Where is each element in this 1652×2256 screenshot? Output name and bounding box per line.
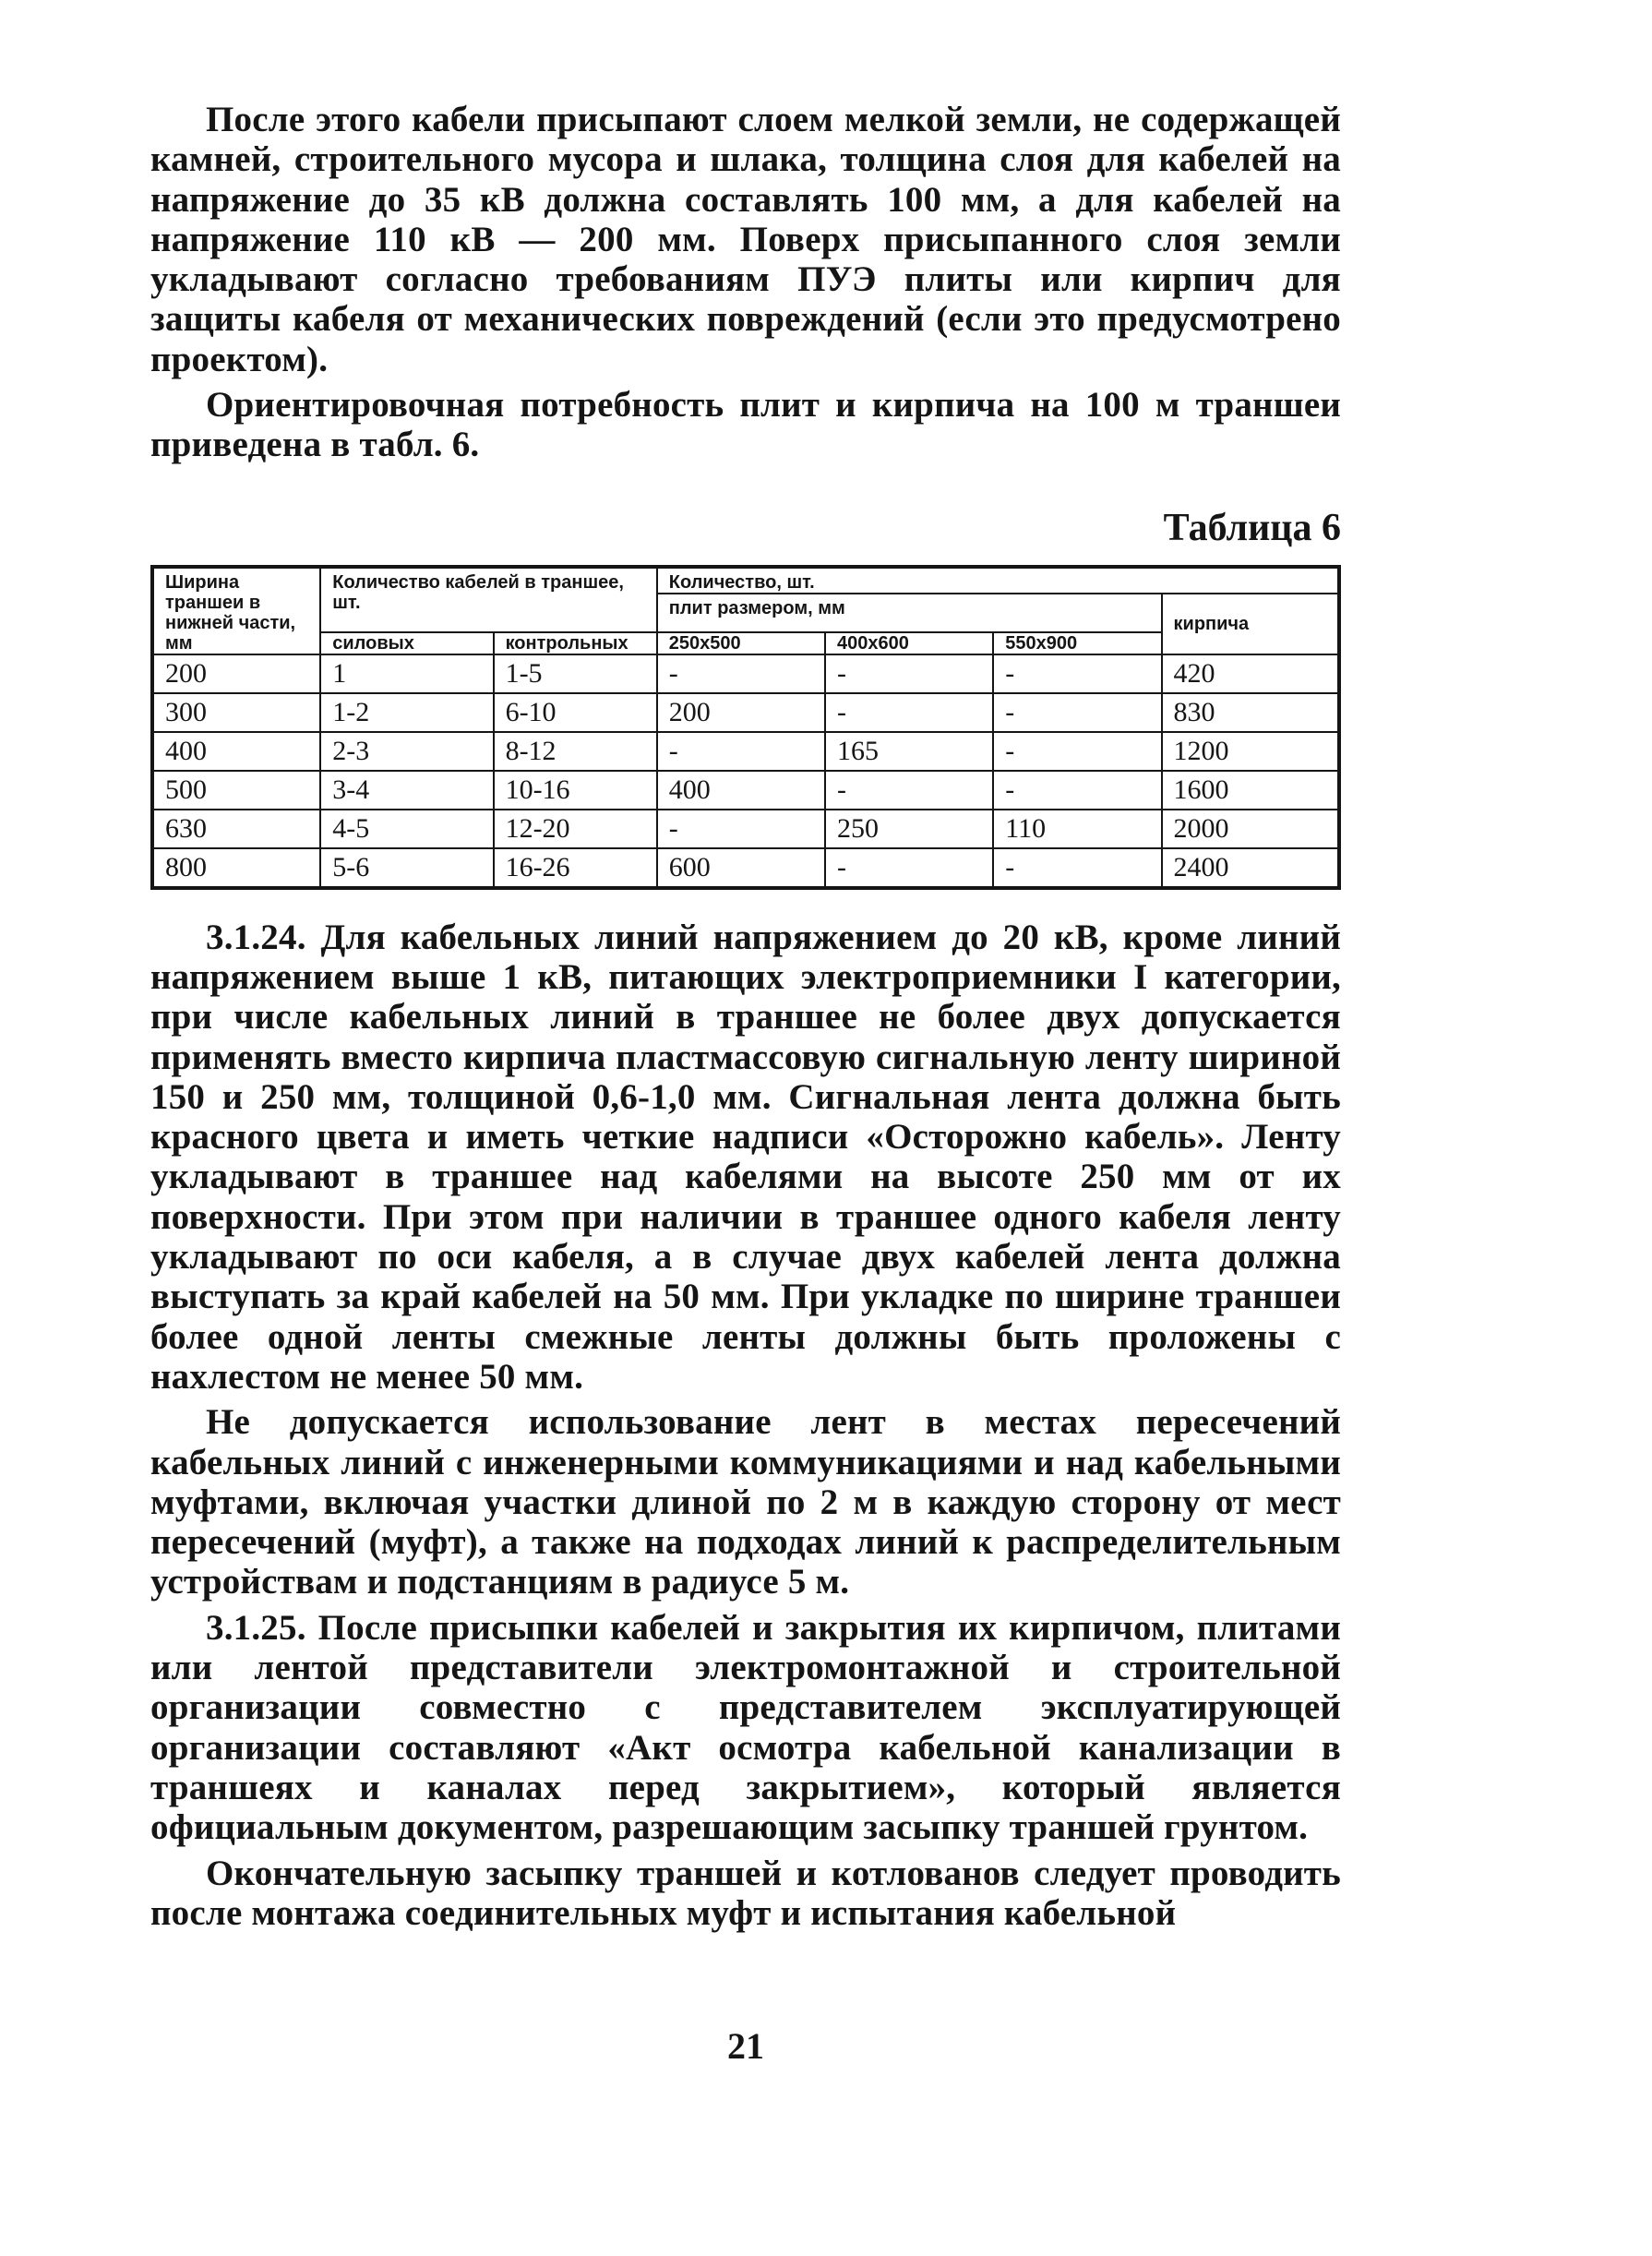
table-row	[152, 848, 1339, 888]
table-cell: 630	[152, 810, 320, 848]
paragraph-backfill: После этого кабели присыпают слоем мелкой земли, не содержащей камней, строительного мусора и шлака, толщина слоя для кабелей на напряжение до 35 кВ должна составлять 100 мм, а для кабелей на напряжение 110 кВ — 200 мм. Поверх присыпанного слоя земли укладывают согласно требованиям ПУЭ плиты или кирпич для защиты кабеля от механических повреждений (если это предусмотрено проектом).	[150, 100, 1341, 379]
header-cable-count: Количество кабелей в траншее, шт.	[320, 567, 657, 632]
paragraph-tape-restrictions: Не допускается использование лент в местах пересечений кабельных линий с инженерными коммуникациями и над кабельными муфтами, включая участки длиной по 2 м в каждую сторону от мест пересечений (муфт), а также на подходах линий к распределительным устройствам и подстанциям в радиусе 5 м.	[150, 1402, 1341, 1602]
table-cell: 300	[152, 693, 320, 732]
table-cell: 5-6	[320, 848, 493, 888]
table-cell: 1600	[1162, 771, 1339, 810]
table-cell: 2-3	[320, 732, 493, 771]
table-cell: 2400	[1162, 848, 1339, 888]
table-caption: Таблица 6	[1163, 506, 1341, 549]
paragraph-final-backfill: Окончательную засыпку траншей и котлованов следует проводить после монтажа соединительных муфт и испытания кабельной	[150, 1853, 1341, 1933]
header-control-cables: контрольных	[494, 632, 657, 654]
paragraph-3-1-24: 3.1.24. Для кабельных линий напряжением до 20 кВ, кроме линий напряжением выше 1 кВ, питающих электроприемники I категории, при числе кабельных линий в траншее не более двух допускается применять вместо кирпича пластмассовую сигнальную ленту шириной 150 и 250 мм, толщиной 0,6-1,0 мм. Сигнальная лента должна быть красного цвета и иметь четкие надписи «Осторожно кабель». Ленту укладывают в траншее над кабелями на высоте 250 мм от их поверхности. При этом при наличии в траншее одного кабеля ленту укладывают по оси кабеля, а в случае двух кабелей лента должна выступать за край кабелей на 50 мм. При укладке по ширине траншеи более одной ленты смежные ленты должны быть проложены с нахлестом не менее 50 мм.	[150, 917, 1341, 1397]
table-cell: 10-16	[494, 771, 657, 810]
paragraph-3-1-25: 3.1.25. После присыпки кабелей и закрытия их кирпичом, плитами или лентой представители электромонтажной и строительной организации совместно с представителем эксплуатирующей организации составляют «Акт осмотра кабельной канализации в траншеях и каналах перед закрытием», который является официальным документом, разрешающим засыпку траншей грунтом.	[150, 1607, 1341, 1848]
header-slab-400x600: 400x600	[825, 632, 993, 654]
table-cell: 200	[152, 654, 320, 693]
table-cell: 110	[993, 810, 1161, 848]
table-cell: -	[993, 848, 1161, 888]
page-number: 21	[727, 2025, 764, 2067]
table-row	[152, 693, 1339, 732]
table-cell: 16-26	[494, 848, 657, 888]
table-6	[150, 565, 1341, 890]
table-cell: -	[993, 693, 1161, 732]
table-cell: -	[993, 654, 1161, 693]
table-cell: 8-12	[494, 732, 657, 771]
table-cell: 1200	[1162, 732, 1339, 771]
header-slabs: плит размером, мм	[657, 594, 1162, 632]
table-row	[152, 810, 1339, 848]
table-cell: -	[825, 848, 993, 888]
table-cell: 600	[657, 848, 825, 888]
table-cell: -	[657, 654, 825, 693]
table-cell: -	[825, 693, 993, 732]
paragraph-requirement: Ориентировочная потребность плит и кирпича на 100 м траншеи приведена в табл. 6.	[150, 385, 1341, 465]
table-cell: -	[993, 732, 1161, 771]
table-row	[152, 732, 1339, 771]
header-trench-width: Ширина траншеи в нижней части, мм	[152, 567, 320, 654]
table-cell: 1-2	[320, 693, 493, 732]
table-cell: 165	[825, 732, 993, 771]
header-slab-250x500: 250x500	[657, 632, 825, 654]
table-cell: 200	[657, 693, 825, 732]
header-brick: кирпича	[1162, 594, 1339, 654]
table-cell: 12-20	[494, 810, 657, 848]
table-cell: 1-5	[494, 654, 657, 693]
table-cell: 500	[152, 771, 320, 810]
table-cell: 4-5	[320, 810, 493, 848]
table-cell: 3-4	[320, 771, 493, 810]
header-power-cables: силовых	[320, 632, 493, 654]
table-cell: 2000	[1162, 810, 1339, 848]
table-row	[152, 771, 1339, 810]
table-cell: -	[825, 771, 993, 810]
table-cell: 800	[152, 848, 320, 888]
table-cell: -	[657, 732, 825, 771]
table-cell: 1	[320, 654, 493, 693]
table-cell: 830	[1162, 693, 1339, 732]
table-cell: 400	[152, 732, 320, 771]
header-slab-550x900: 550x900	[993, 632, 1161, 654]
table-cell: 400	[657, 771, 825, 810]
table-cell: -	[825, 654, 993, 693]
document-page	[150, 100, 1341, 2067]
header-quantity: Количество, шт.	[657, 567, 1339, 594]
table-cell: 250	[825, 810, 993, 848]
table-cell: 420	[1162, 654, 1339, 693]
table-row	[152, 654, 1339, 693]
table-cell: 6-10	[494, 693, 657, 732]
table-cell: -	[657, 810, 825, 848]
table-cell: -	[993, 771, 1161, 810]
